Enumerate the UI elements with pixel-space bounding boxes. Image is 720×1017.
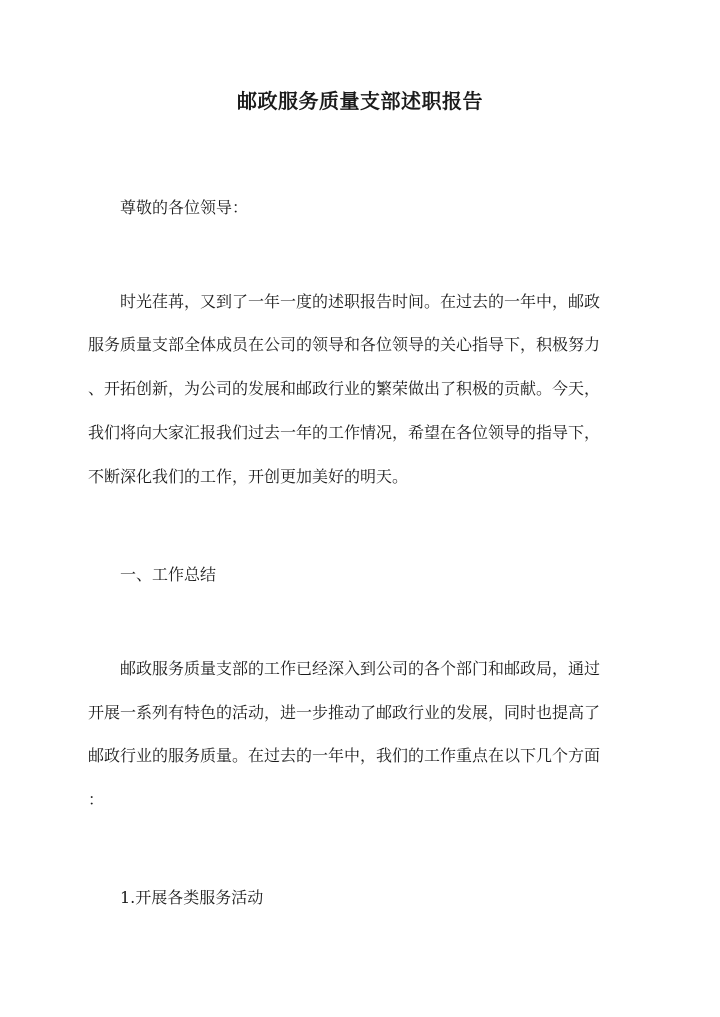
section1-line-3: 邮政行业的服务质量。在过去的一年中，我们的工作重点在以下几个方面 bbox=[88, 746, 601, 765]
section1-line-1: 邮政服务质量支部的工作已经深入到公司的各个部门和邮政局，通过 bbox=[120, 659, 601, 678]
subsection-heading-service-activities: 1.开展各类服务活动 bbox=[120, 888, 264, 907]
intro-line-1: 时光荏苒，又到了一年一度的述职报告时间。在过去的一年中，邮政 bbox=[120, 292, 601, 311]
intro-line-2: 服务质量支部全体成员在公司的领导和各位领导的关心指导下，积极努力 bbox=[88, 335, 601, 354]
salutation: 尊敬的各位领导： bbox=[120, 198, 249, 217]
section1-line-4: ： bbox=[88, 790, 105, 809]
intro-line-3: 、开拓创新，为公司的发展和邮政行业的繁荣做出了积极的贡献。今天， bbox=[88, 379, 601, 398]
intro-line-5: 不断深化我们的工作，开创更加美好的明天。 bbox=[88, 467, 409, 486]
section1-line-2: 开展一系列有特色的活动，进一步推动了邮政行业的发展，同时也提高了 bbox=[88, 703, 601, 722]
document-title: 邮政服务质量支部述职报告 bbox=[237, 89, 483, 113]
intro-line-4: 我们将向大家汇报我们过去一年的工作情况，希望在各位领导的指导下， bbox=[88, 423, 601, 442]
section-heading-work-summary: 一、工作总结 bbox=[120, 565, 217, 584]
